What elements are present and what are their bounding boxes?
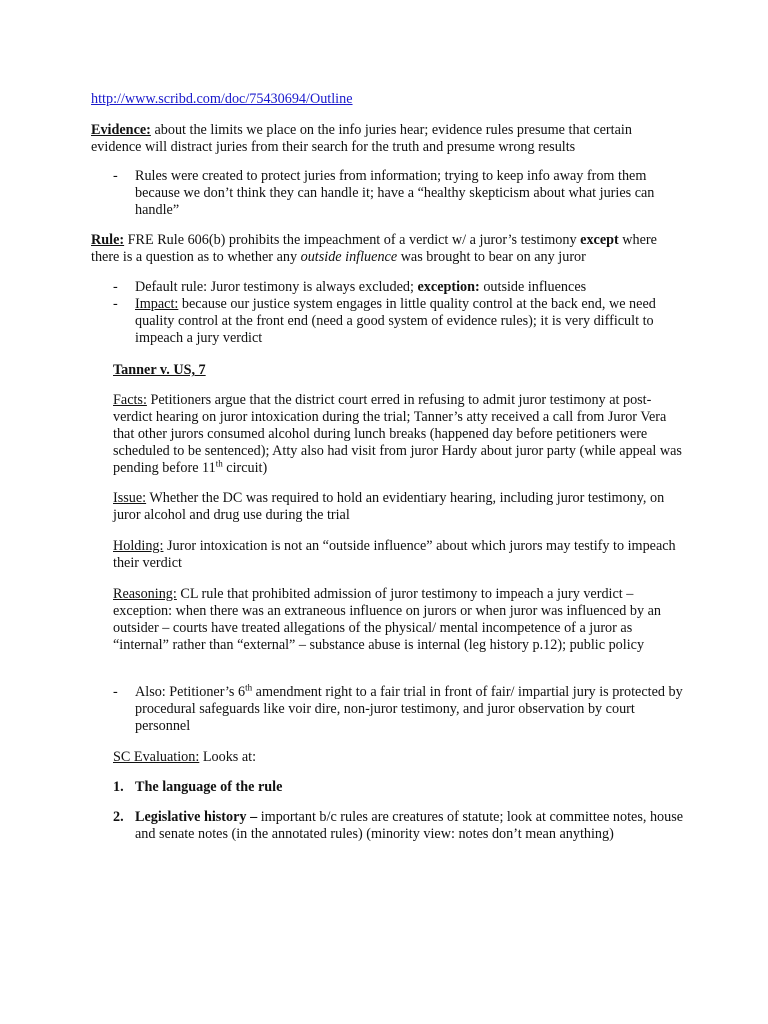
also-bullet (113, 684, 685, 735)
holding-text: Juror intoxication is not an “outside influence” about which jurors may testify to impeach their verdict (113, 538, 676, 571)
item-heading: The language of the rule (135, 779, 283, 795)
item-number: 2. (113, 809, 124, 825)
reasoning-text: CL rule that prohibited admission of juror testimony to impeach a jury verdict – exception: when there was an extraneous influence on jurors or when juror was influenced by an outsider – courts have treated allegations of the physical/ mental incompetence of a juror as “internal” rather than “external” – substance abuse is internal (leg history p.12); public policy (113, 586, 661, 653)
evidence-label: Evidence: (91, 122, 151, 138)
default-rule-bullet (113, 279, 681, 296)
evidence-bullet-text: Rules were created to protect juries from information; trying to keep info away from them because we don’t think they can handle it; have a “healthy skepticism about what juries can handle” (135, 168, 655, 218)
numbered-item (113, 779, 685, 796)
impact-bullet (113, 296, 681, 347)
default-rule-text: Default rule: Juror testimony is always excluded; exception: outside influences (135, 279, 587, 295)
bullet-dash: - (113, 296, 118, 312)
rule-outside-influence: outside influence (300, 249, 398, 265)
reasoning-label: Reasoning: (113, 586, 177, 602)
evidence-paragraph (91, 122, 681, 156)
evidence-text: about the limits we place on the info juries hear; evidence rules presume that certain evidence will distract juries from their search for the truth and presume wrong results (91, 122, 632, 155)
sc-evaluation-paragraph: SC Evaluation: Looks at: (113, 749, 257, 765)
holding-paragraph (113, 538, 685, 572)
facts-paragraph: Facts: Petitioners argue that the district court erred in refusing to admit juror testimony at post-verdict hearing on juror intoxication during the trial; Tanner’s atty received a call from Juror Vera that other jurors consumed alcohol during lunch breaks (happened day before petitioners were scheduled to be sentenced); Atty also had visit from juror Hardy about juror party (while appeal was pending before 11th circuit) (113, 392, 682, 476)
rule-text-c: was brought to bear on any juror (397, 249, 586, 265)
item-number: 1. (113, 779, 124, 795)
facts-text: Petitioners argue that the district court erred in refusing to admit juror testimony at post-verdict hearing on juror intoxication during the trial; Tanner’s atty received a call from Juror Vera that other jurors consumed alcohol during lunch breaks (happened day before petitioners were scheduled to be sentenced); Atty also had visit from juror Hardy about juror party (while appeal was pending before 11 (113, 392, 682, 476)
reasoning-paragraph (113, 586, 685, 654)
impact-label: Impact: (135, 296, 179, 312)
rule-except: except (580, 232, 619, 248)
item-heading: Legislative history – (135, 809, 258, 825)
facts-label: Facts: (113, 392, 147, 408)
source-url (91, 91, 353, 108)
numbered-item: 2. Legislative history – important b/c rules are creatures of statute; look at committee notes, house and senate notes (in the annotated rules) (minority view: notes don’t mean anything) (113, 809, 684, 842)
rule-text-b: where there is a question as to whether any (91, 232, 657, 265)
issue-label: Issue: (113, 490, 147, 506)
source-url-link[interactable]: http://www.scribd.com/doc/75430694/Outline (91, 91, 353, 107)
bullet-dash: - (113, 684, 118, 700)
case-title: Tanner v. US, 7 (113, 362, 206, 378)
rule-paragraph (91, 232, 681, 266)
bullet-dash: - (113, 168, 118, 184)
issue-paragraph (113, 490, 685, 524)
holding-label: Holding: (113, 538, 164, 554)
rule-text-a: FRE Rule 606(b) prohibits the impeachment of a verdict w/ a juror’s testimony (124, 232, 581, 248)
also-text: Also: Petitioner’s 6th amendment right to a fair trial in front of fair/ impartial jury is protected by procedural safeguards like voir dire, non-juror testimony, and juror observation by court personnel (135, 682, 683, 734)
bullet-dash: - (113, 279, 118, 295)
facts-superscript: th (215, 458, 223, 469)
impact-text: Impact: because our justice system engages in little quality control at the back end, we need quality control at the front end (need a good system of evidence rules); it is very difficult to impeach a jury verdict (135, 296, 656, 346)
sc-evaluation-label: SC Evaluation: (113, 749, 200, 765)
issue-text: Whether the DC was required to hold an evidentiary hearing, including juror testimony, on juror alcohol and drug use during the trial (113, 490, 665, 523)
evidence-bullet (113, 168, 681, 219)
rule-label: Rule: (91, 232, 125, 248)
